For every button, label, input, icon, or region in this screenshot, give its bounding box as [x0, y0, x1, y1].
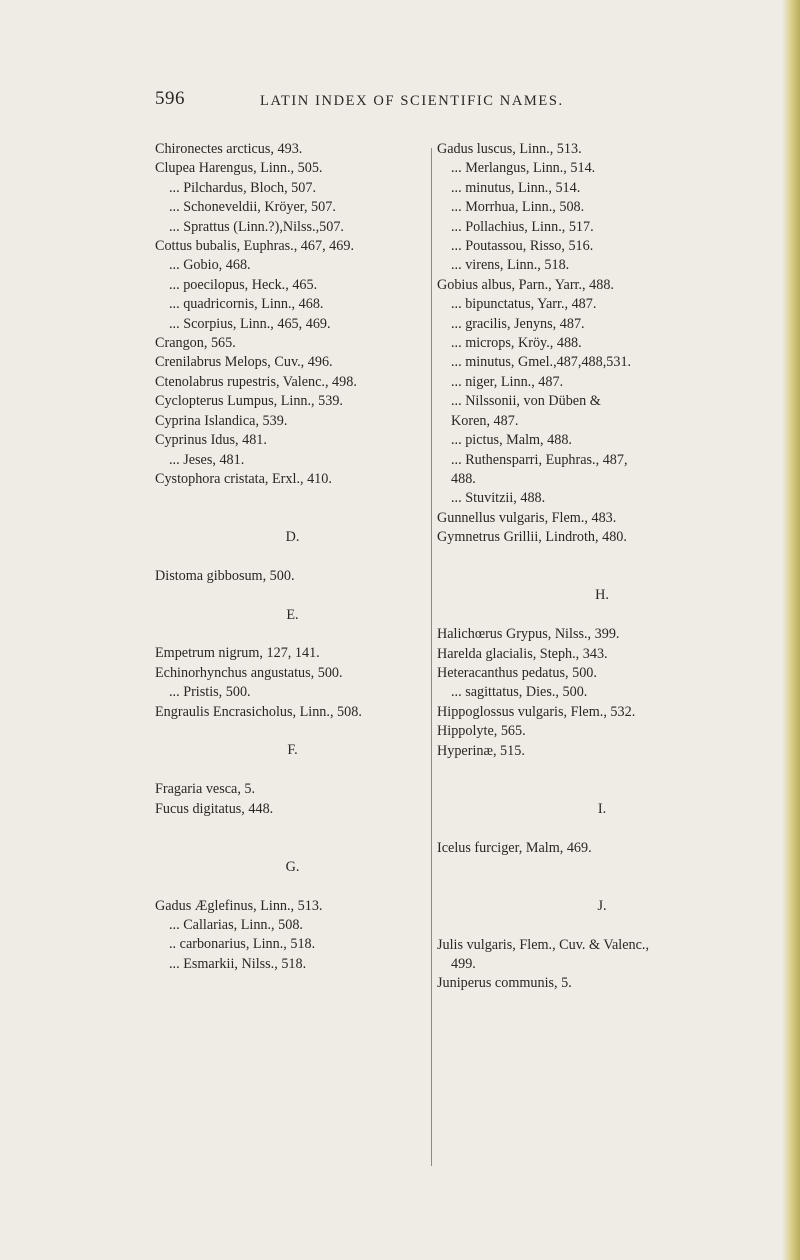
section-e — [155, 644, 430, 722]
section-letter-d: D. — [285, 529, 300, 546]
section-d — [155, 567, 430, 586]
index-entry: Clupea Harengus, Linn., 505. — [155, 160, 323, 177]
index-entry: ... quadricornis, Linn., 468. — [169, 296, 324, 313]
index-entry: Chironectes arcticus, 493. — [155, 141, 303, 157]
running-title: LATIN INDEX OF SCIENTIFIC NAMES. — [260, 93, 564, 109]
section-letter-j: J. — [597, 897, 607, 914]
section-j — [437, 974, 767, 993]
entry-continuation: Koren, 487. — [451, 412, 519, 429]
index-entry: Echinorhynchus angustatus, 500. — [155, 664, 343, 681]
section-letter-i: I. — [597, 800, 607, 817]
page-edge — [782, 0, 800, 1260]
index-entry: Cyprina Islandica, 539. — [155, 412, 288, 429]
index-entry: Empetrum nigrum, 127, 141. — [155, 645, 320, 662]
right-column — [437, 140, 767, 994]
section-g-right-c — [437, 489, 767, 547]
index-entry: Ctenolabrus rupestris, Valenc., 498. — [155, 373, 357, 390]
index-entry: ... Schoneveldii, Kröyer, 507. — [169, 199, 336, 216]
index-entry: Fragaria vesca, 5. — [155, 781, 256, 798]
index-entry: Crangon, 565. — [155, 335, 236, 352]
index-entry: Hyperinæ, 515. — [437, 742, 525, 759]
left-column — [155, 140, 430, 974]
index-entry: ... Callarias, Linn., 508. — [169, 917, 303, 934]
index-entry: ... minutus, Linn., 514. — [451, 179, 581, 196]
index-entry: Cyclopterus Lumpus, Linn., 539. — [155, 393, 343, 410]
index-entry: Gadus Æglefinus, Linn., 513. — [155, 897, 323, 914]
index-entry: Distoma gibbosum, 500. — [155, 567, 295, 584]
index-entry: ... sagittatus, Dies., 500. — [451, 684, 588, 701]
index-entry: ... Morrhua, Linn., 508. — [451, 199, 585, 216]
index-entry: Juniperus communis, 5. — [437, 975, 572, 992]
index-entry: ... Stuvitzii, 488. — [451, 490, 546, 507]
index-entry: ... Pristis, 500. — [169, 684, 251, 701]
index-entry: Engraulis Encrasicholus, Linn., 508. — [155, 703, 362, 720]
entry-continuation: 488. — [451, 470, 476, 487]
entry-continuation: 499. — [451, 955, 476, 972]
page-header — [155, 88, 730, 114]
section-letter-f: F. — [287, 742, 298, 759]
index-entry: ... minutus, Gmel.,487,488,531. — [451, 354, 632, 371]
index-entry: ... Esmarkii, Nilss., 518. — [169, 955, 307, 972]
index-entry: ... poecilopus, Heck., 465. — [169, 276, 318, 293]
index-entry: ... microps, Kröy., 488. — [451, 335, 582, 352]
index-entry: .. carbonarius, Linn., 518. — [169, 936, 316, 953]
index-entry: Julis vulgaris, Flem., Cuv. & Valenc., 499. — [437, 936, 767, 975]
index-entry: ... Jeses, 481. — [169, 451, 245, 468]
section-g-right-b — [437, 431, 767, 450]
index-entry: Hippoglossus vulgaris, Flem., 532. — [437, 703, 636, 720]
page-number: 596 — [155, 88, 185, 109]
index-entry: Gymnetrus Grillii, Lindroth, 480. — [437, 529, 627, 546]
section-g-right-a — [437, 140, 767, 392]
index-entry: ... Pollachius, Linn., 517. — [451, 218, 594, 235]
index-entry: ... niger, Linn., 487. — [451, 373, 564, 390]
section-letter-g: G. — [285, 858, 300, 875]
index-entry: ... virens, Linn., 518. — [451, 257, 570, 274]
index-entry: Icelus furciger, Malm, 469. — [437, 839, 592, 856]
index-entry: Crenilabrus Melops, Cuv., 496. — [155, 354, 333, 371]
index-entry: Gunnellus vulgaris, Flem., 483. — [437, 509, 617, 526]
index-entry: Hippolyte, 565. — [437, 723, 526, 740]
column-divider — [431, 148, 432, 1166]
index-entry: ... Nilssonii, von Düben & Koren, 487. — [437, 392, 767, 431]
section-i — [437, 839, 767, 858]
index-entry: Gobius albus, Parn., Yarr., 488. — [437, 276, 614, 293]
section-f — [155, 780, 430, 819]
section-letter-e: E. — [286, 606, 299, 623]
index-entry: ... Scorpius, Linn., 465, 469. — [169, 315, 331, 332]
section-g-left — [155, 897, 430, 975]
index-entry: ... Poutassou, Risso, 516. — [451, 238, 594, 255]
index-entry: ... Sprattus (Linn.?),Nilss.,507. — [169, 218, 344, 235]
index-entry: ... Gobio, 468. — [169, 257, 251, 274]
index-entry: ... Pilchardus, Bloch, 507. — [169, 179, 316, 196]
index-entry: ... Ruthensparri, Euphras., 487, 488. — [437, 451, 767, 490]
index-entry: Harelda glacialis, Steph., 343. — [437, 645, 608, 662]
index-entry: Heteracanthus pedatus, 500. — [437, 664, 597, 681]
index-entry: Gadus luscus, Linn., 513. — [437, 141, 582, 157]
index-entry: ... bipunctatus, Yarr., 487. — [451, 296, 597, 313]
index-entry: ... Merlangus, Linn., 514. — [451, 160, 596, 177]
index-entry: ... gracilis, Jenyns, 487. — [451, 315, 585, 332]
index-entry: Cyprinus Idus, 481. — [155, 432, 267, 449]
section-h — [437, 625, 767, 761]
index-entry: Cystophora cristata, Erxl., 410. — [155, 470, 332, 487]
index-entry: Halichœrus Grypus, Nilss., 399. — [437, 626, 620, 643]
index-entry: ... pictus, Malm, 488. — [451, 432, 572, 449]
index-entry: Cottus bubalis, Euphras., 467, 469. — [155, 238, 355, 255]
index-entry: Fucus digitatus, 448. — [155, 800, 274, 817]
section-letter-h: H. — [595, 587, 609, 604]
section-c — [155, 140, 430, 489]
